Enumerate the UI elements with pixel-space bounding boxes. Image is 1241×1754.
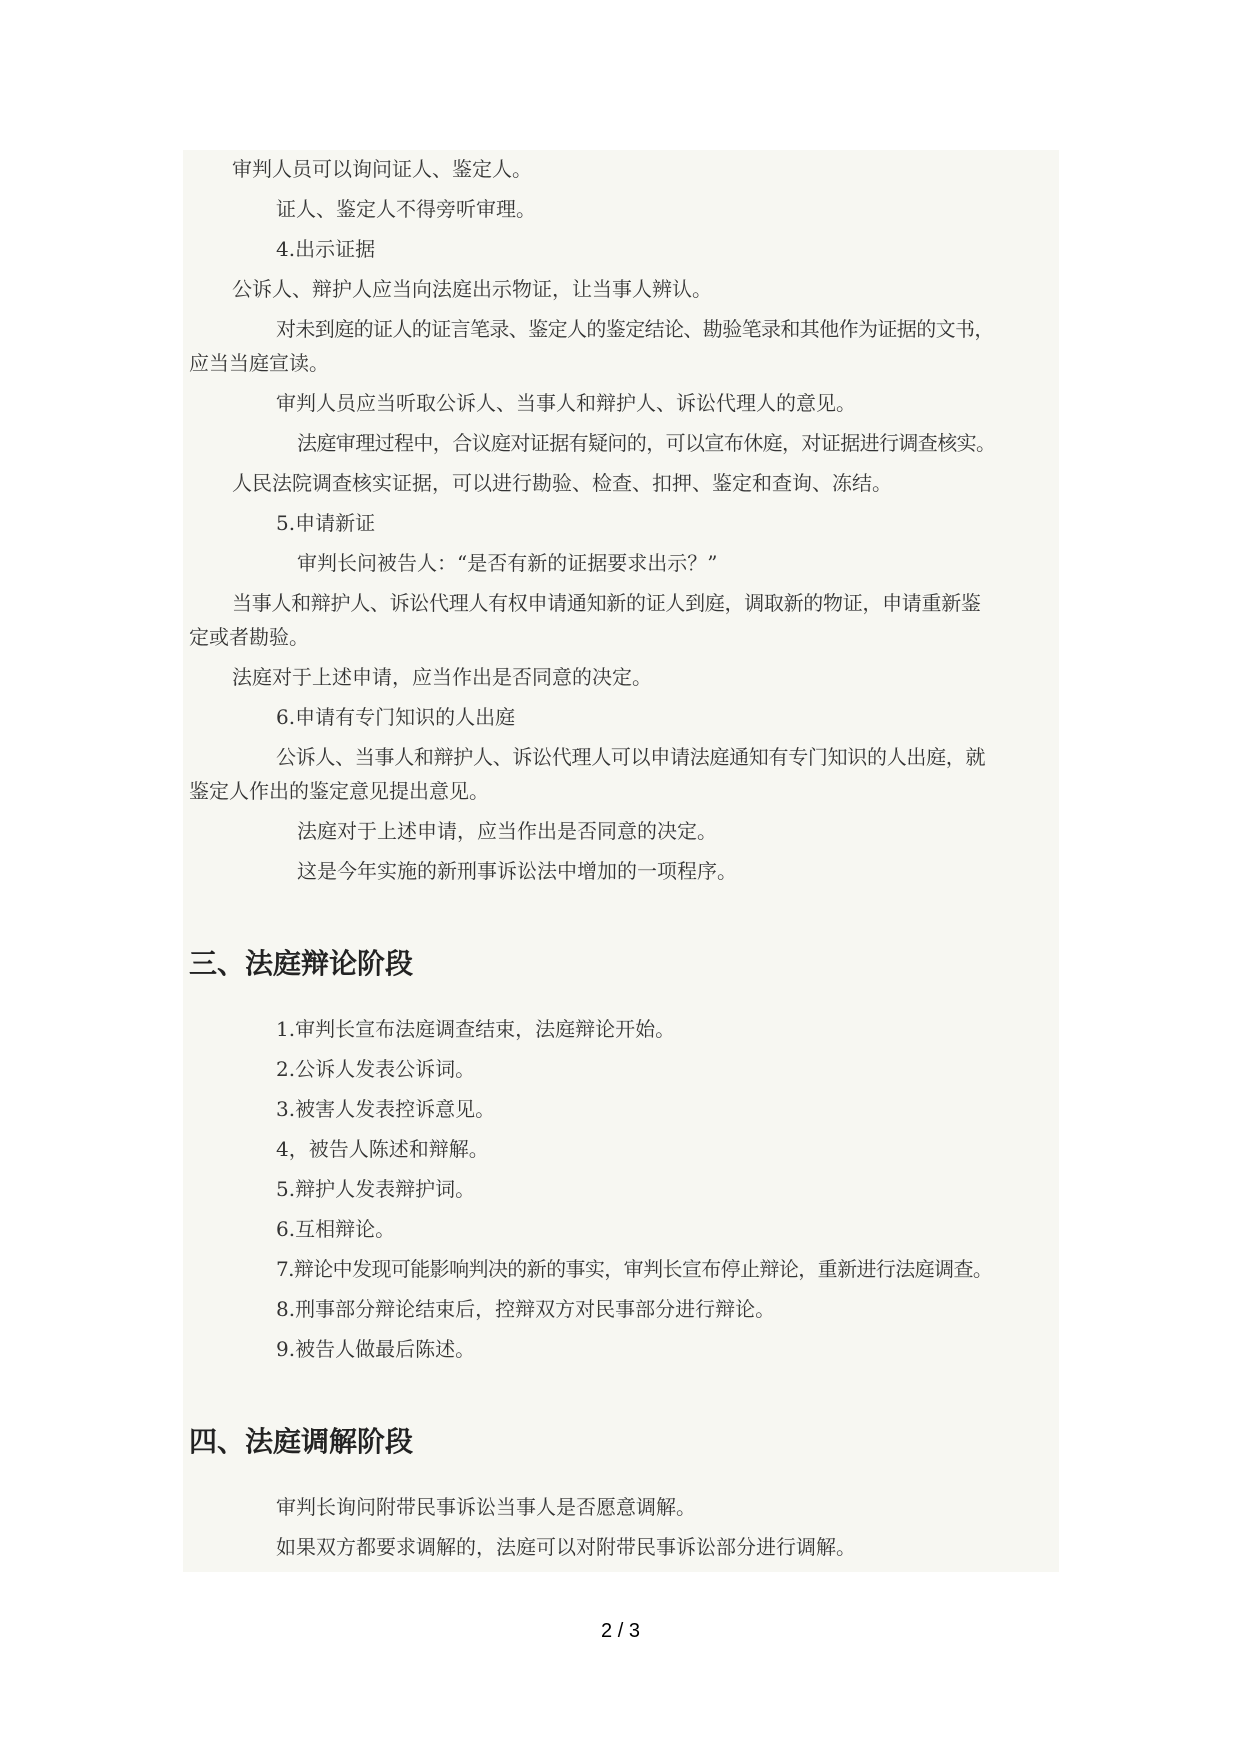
list-item: 6.互相辩论。	[276, 1217, 396, 1241]
list-item: 7.辩论中发现可能影响判决的新的事实，审判长宣布停止辩论，重新进行法庭调查。	[276, 1257, 993, 1281]
paragraph: 证人、鉴定人不得旁听审理。	[276, 197, 536, 221]
paragraph: 审判人员应当听取公诉人、当事人和辩护人、诉讼代理人的意见。	[276, 391, 856, 415]
paragraph: 如果双方都要求调解的，法庭可以对附带民事诉讼部分进行调解。	[276, 1535, 856, 1559]
list-item: 1.审判长宣布法庭调查结束，法庭辩论开始。	[276, 1017, 676, 1041]
paragraph: 公诉人、辩护人应当向法庭出示物证，让当事人辨认。	[232, 277, 712, 301]
paragraph: 法庭对于上述申请，应当作出是否同意的决定。	[297, 819, 717, 843]
list-item: 5.辩护人发表辩护词。	[276, 1177, 476, 1201]
paragraph: 对未到庭的证人的证言笔录、鉴定人的鉴定结论、勘验笔录和其他作为证据的文书，	[276, 317, 994, 341]
paragraph: 审判长询问附带民事诉讼当事人是否愿意调解。	[276, 1495, 696, 1519]
paragraph: 当事人和辩护人、诉讼代理人有权申请通知新的证人到庭，调取新的物证，申请重新鉴	[232, 591, 981, 615]
list-item: 4，被告人陈述和辩解。	[276, 1137, 489, 1161]
list-item: 8.刑事部分辩论结束后，控辩双方对民事部分进行辩论。	[276, 1297, 776, 1321]
paragraph: 人民法院调查核实证据，可以进行勘验、检查、扣押、鉴定和查询、冻结。	[232, 471, 892, 495]
list-item: 3.被害人发表控诉意见。	[276, 1097, 496, 1121]
list-item: 6.申请有专门知识的人出庭	[276, 705, 516, 729]
paragraph: 法庭审理过程中，合议庭对证据有疑问的，可以宣布休庭，对证据进行调查核实。	[297, 431, 996, 455]
list-item: 2.公诉人发表公诉词。	[276, 1057, 476, 1081]
paragraph: 公诉人、当事人和辩护人、诉讼代理人可以申请法庭通知有专门知识的人出庭，就	[276, 745, 986, 769]
paragraph: 这是今年实施的新刑事诉讼法中增加的一项程序。	[297, 859, 737, 883]
list-item: 9.被告人做最后陈述。	[276, 1337, 476, 1361]
paragraph: 审判人员可以询问证人、鉴定人。	[232, 157, 532, 181]
paragraph: 定或者勘验。	[189, 625, 309, 649]
section-heading: 三、法庭辩论阶段	[189, 947, 414, 980]
list-item: 4.出示证据	[276, 237, 376, 261]
paragraph: 鉴定人作出的鉴定意见提出意见。	[189, 779, 489, 803]
paragraph: 审判长问被告人：“是否有新的证据要求出示？”	[297, 551, 718, 575]
paragraph: 法庭对于上述申请，应当作出是否同意的决定。	[232, 665, 652, 689]
paragraph: 应当当庭宣读。	[189, 351, 329, 375]
section-heading: 四、法庭调解阶段	[189, 1425, 414, 1458]
list-item: 5.申请新证	[276, 511, 376, 535]
page-number: 2 / 3	[601, 1620, 640, 1642]
